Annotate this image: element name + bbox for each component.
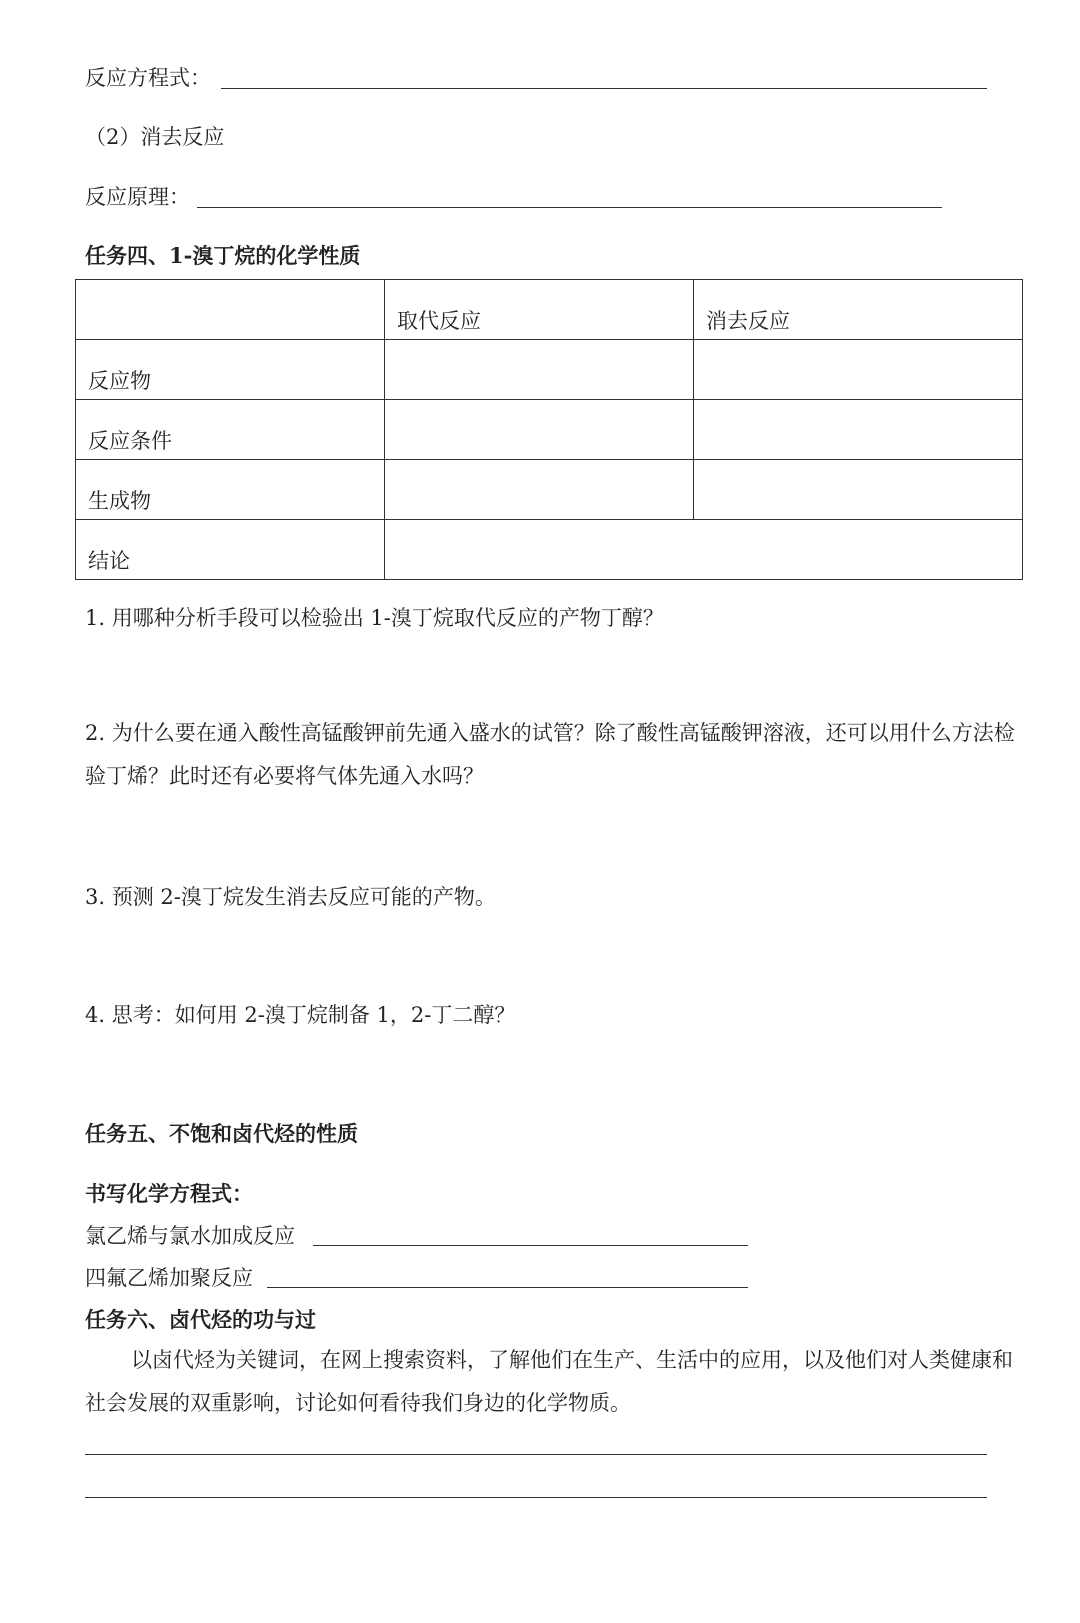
item1-answer-line[interactable] <box>313 1245 748 1246</box>
table-row <box>76 520 1023 580</box>
row-label: 生成物 <box>76 460 385 520</box>
row-label: 反应物 <box>76 340 385 400</box>
elimination-heading: （2）消去反应 <box>85 125 225 149</box>
answer-cell[interactable] <box>385 340 694 400</box>
equation-label: 反应方程式： <box>85 66 211 90</box>
table-header-row <box>76 280 1023 340</box>
table-row <box>76 340 1023 400</box>
task4-title: 任务四、1-溴丁烷的化学性质 <box>85 243 361 268</box>
equation-answer-line[interactable] <box>221 88 987 89</box>
question-1: 1. 用哪种分析手段可以检验出 1-溴丁烷取代反应的产物丁醇？ <box>85 606 664 630</box>
answer-cell[interactable] <box>694 340 1023 400</box>
task5-item1-label: 氯乙烯与氯水加成反应 <box>85 1224 295 1248</box>
task5-subtitle: 书写化学方程式： <box>85 1181 253 1206</box>
row-label: 结论 <box>76 520 385 580</box>
table-header-cell <box>76 280 385 340</box>
task6-paragraph: 以卤代烃为关键词，在网上搜索资料，了解他们在生产、生活中的应用，以及他们对人类健康和社会发展的双重影响，讨论如何看待我们身边的化学物质。 <box>85 1348 1013 1415</box>
question-2: 2. 为什么要在通入酸性高锰酸钾前先通入盛水的试管？除了酸性高锰酸钾溶液，还可以用什么方法检验丁烯？此时还有必要将气体先通入水吗？ <box>85 721 1015 788</box>
question-4: 4. 思考：如何用 2-溴丁烷制备 1，2-丁二醇？ <box>85 1003 516 1027</box>
table-row <box>76 460 1023 520</box>
answer-cell[interactable] <box>694 460 1023 520</box>
answer-line-1[interactable] <box>85 1454 987 1455</box>
row-label: 反应条件 <box>76 400 385 460</box>
properties-table <box>75 279 1023 580</box>
item2-answer-line[interactable] <box>267 1287 748 1288</box>
principle-answer-line[interactable] <box>197 207 942 208</box>
answer-cell[interactable] <box>385 400 694 460</box>
task5-title: 任务五、不饱和卤代烃的性质 <box>85 1121 358 1146</box>
answer-cell[interactable] <box>385 460 694 520</box>
answer-line-2[interactable] <box>85 1497 987 1498</box>
table-row <box>76 400 1023 460</box>
table-header-cell: 取代反应 <box>385 280 694 340</box>
task5-item2-label: 四氟乙烯加聚反应 <box>85 1266 253 1290</box>
conclusion-cell[interactable] <box>385 520 1023 580</box>
answer-cell[interactable] <box>694 400 1023 460</box>
table-header-cell: 消去反应 <box>694 280 1023 340</box>
task6-title: 任务六、卤代烃的功与过 <box>85 1307 316 1332</box>
question-3: 3. 预测 2-溴丁烷发生消去反应可能的产物。 <box>85 885 496 909</box>
principle-label: 反应原理： <box>85 185 190 209</box>
